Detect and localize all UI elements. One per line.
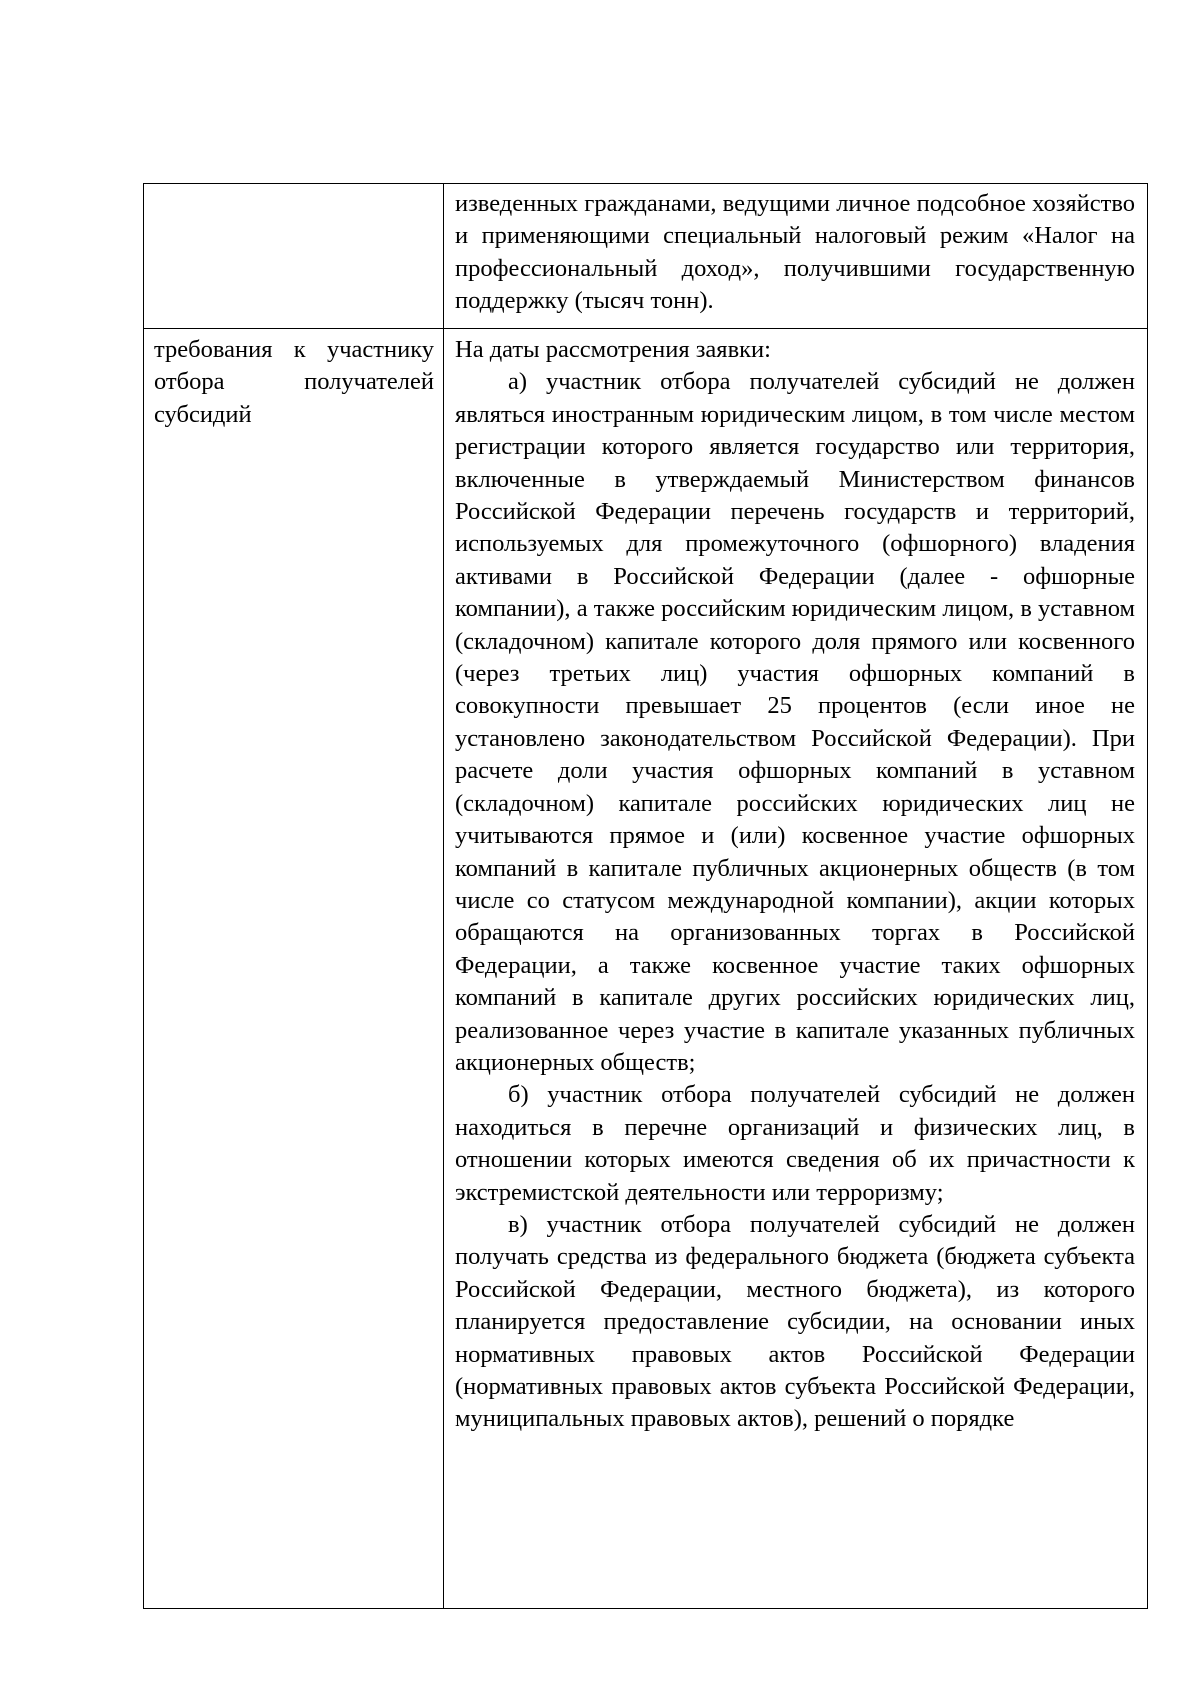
continuation-paragraph: изведенных гражданами, ведущими личное подсобное хозяйство и применяющими специальный налоговый режим «Налог на профессиональный доход», получившими государственную поддержку (тысяч тонн).	[455, 190, 1135, 315]
item-v-paragraph: в) участник отбора получателей субсидий не должен получать средства из федерального бюджета (бюджета субъекта Российской Федерации, местного бюджета), из которого планируется предоставление субсидии, на основании иных нормативных правовых актов Российской Федерации (нормативных правовых актов субъекта Российской Федерации, муниципальных правовых актов), решений о порядке	[455, 1210, 1135, 1433]
item-b-paragraph: б) участник отбора получателей субсидий не должен находиться в перечне организаций и физических лиц, в отношении которых имеются сведения об их причастности к экстремистской деятельности или терроризму;	[455, 1081, 1135, 1206]
table-row	[144, 329, 1148, 1609]
table-row	[144, 184, 1148, 329]
intro-paragraph: На даты рассмотрения заявки:	[455, 336, 771, 363]
requirements-table	[143, 183, 1148, 1609]
table-cell-content	[444, 184, 1148, 329]
row-label: требования к участнику отбора получателей субсидий	[154, 336, 434, 428]
table-cell-label	[144, 184, 444, 329]
item-a-paragraph: а) участник отбора получателей субсидий не должен являться иностранным юридическим лицом, в том числе местом регистрации которого является государство или территория, включенные в утверждаемый Министерством финансов Российской Федерации перечень государств и территорий, используемых для промежуточного (офшорного) владения активами в Российской Федерации (далее - офшорные компании), а также российским юридическим лицом, в уставном (складочном) капитале которого доля прямого или косвенного (через третьих лиц) участия офшорных компаний в совокупности превышает 25 процентов (если иное не установлено законодательством Российской Федерации). При расчете доли участия офшорных компаний в уставном (складочном) капитале российских юридических лиц не учитываются прямое и (или) косвенное участие офшорных компаний в капитале публичных акционерных обществ (в том числе со статусом международной компании), акции которых обращаются на организованных торгах в Российской Федерации, а также косвенное участие таких офшорных компаний в капитале других российских юридических лиц, реализованное через участие в капитале указанных публичных акционерных обществ;	[455, 368, 1135, 1076]
table-cell-label	[144, 329, 444, 1609]
table-cell-content	[444, 329, 1148, 1609]
